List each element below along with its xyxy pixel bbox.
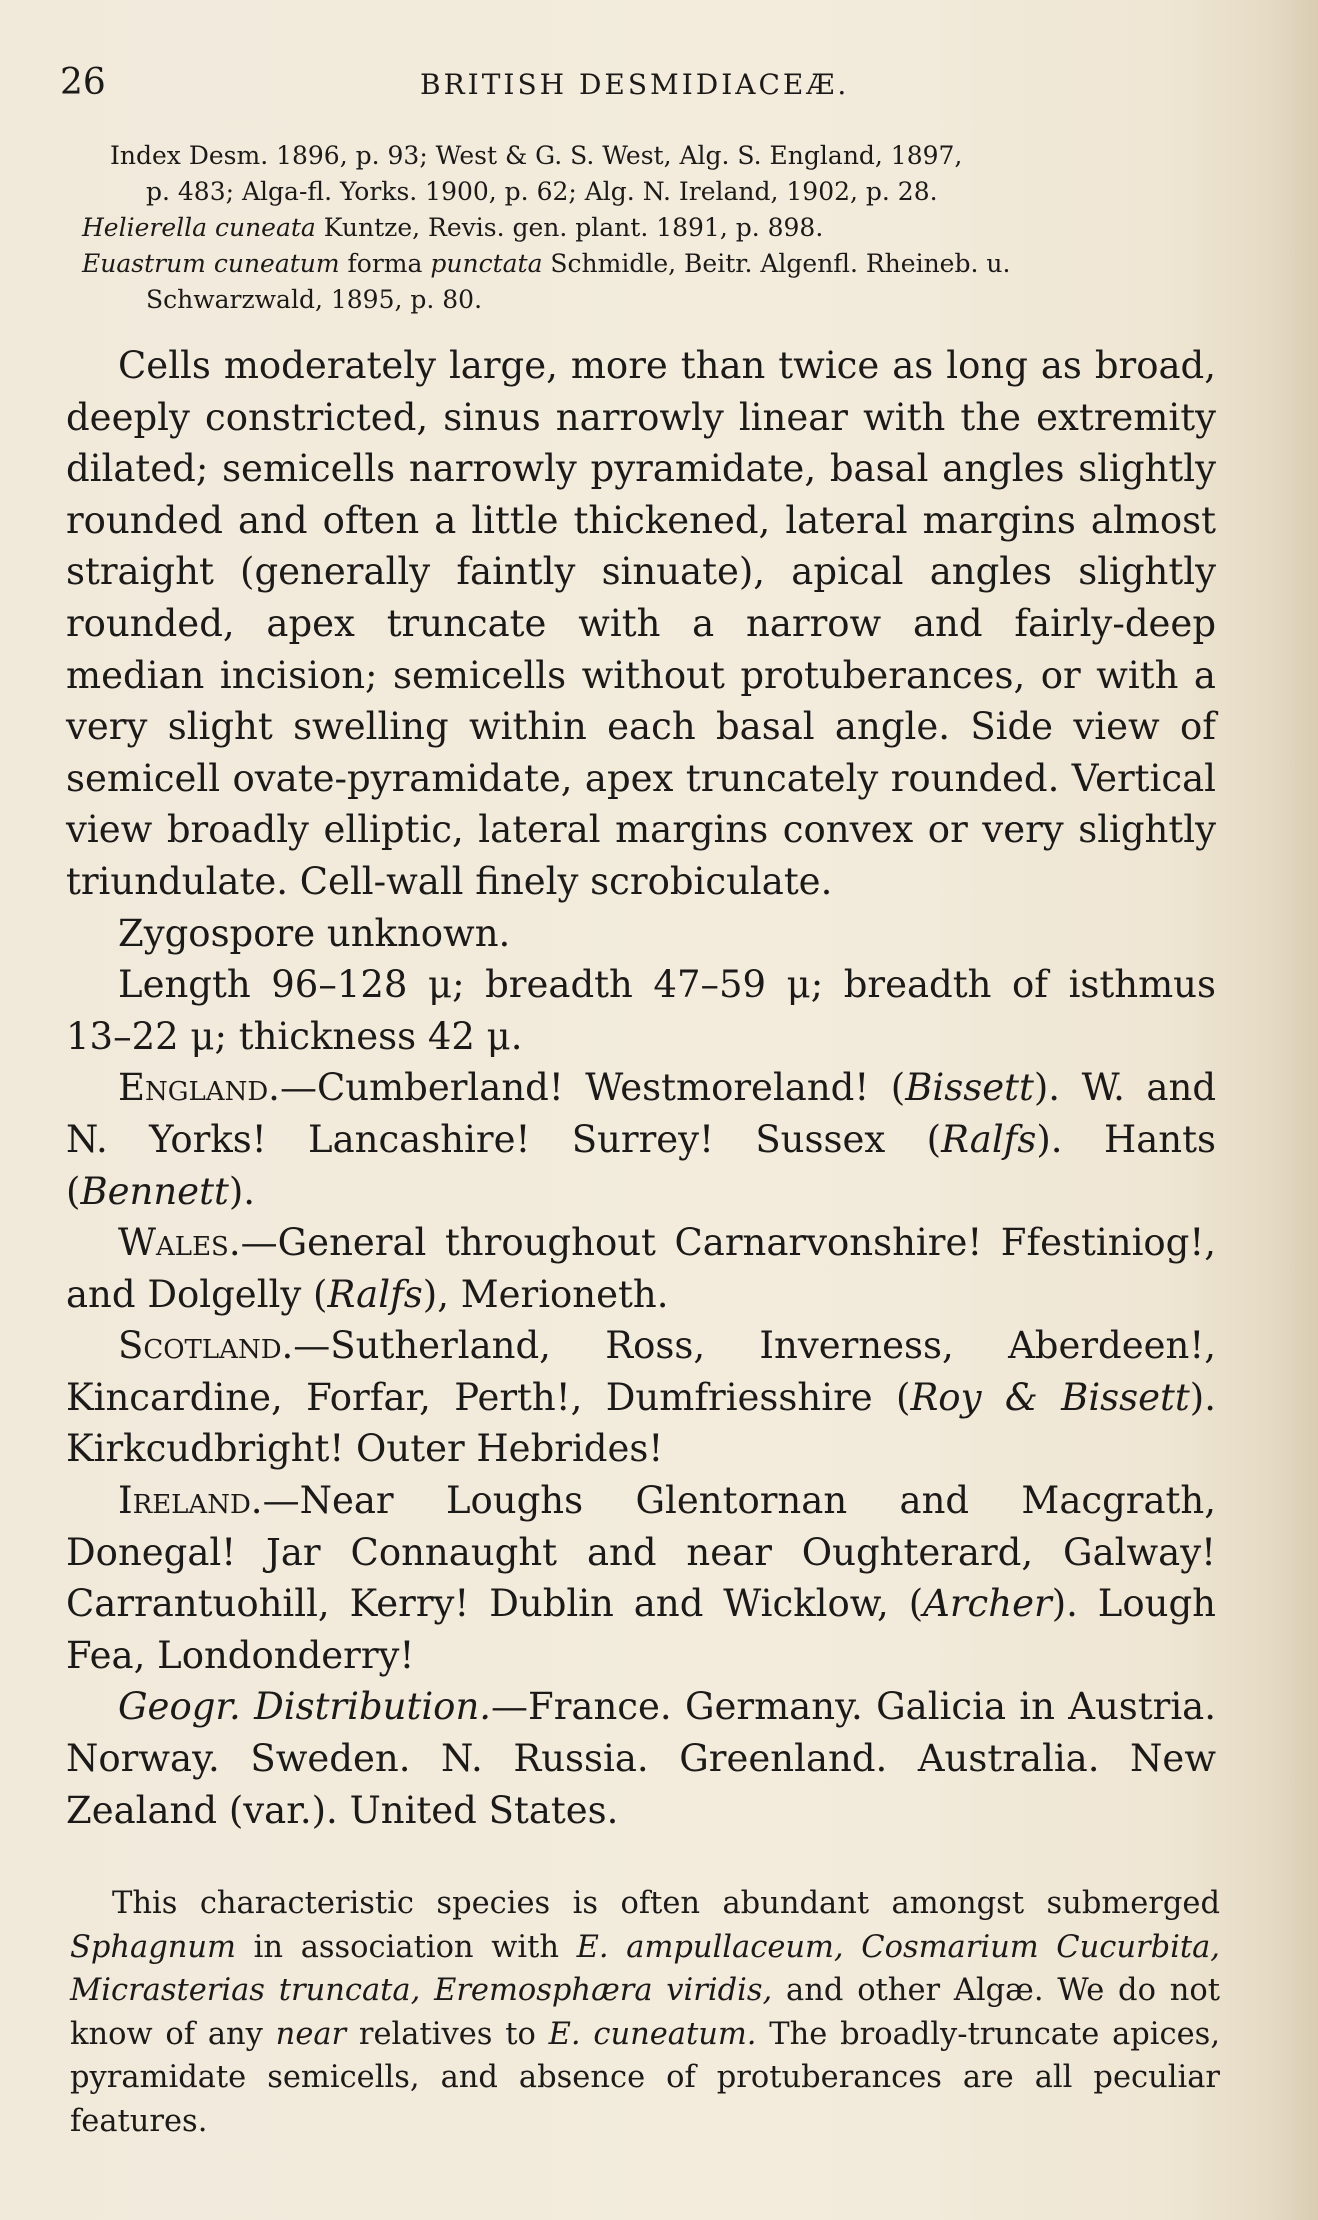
region-text: ). Hants ( [66, 1117, 1216, 1213]
geographic-distribution [66, 1681, 1216, 1836]
region-label: England. [118, 1066, 280, 1110]
region-label: Wales. [118, 1221, 241, 1265]
reference-line: Index Desm. 1896, p. 93; West & G. S. West, Alg. S. England, 1897, [110, 141, 963, 170]
region-text: —Sutherland, Ross, Inverness, Aberdeen!, Kincardine, Forfar, Perth!, Dumfriesshire ( [66, 1324, 1216, 1419]
region-text: ), Merioneth. [422, 1272, 669, 1316]
region-text: —France. Germany. Galicia in Austria. Norway. Sweden. N. Russia. Greenland. Australia. New Zealand (var.). United States. [66, 1685, 1216, 1832]
region-text: ). Kirkcudbright! Outer Hebrides! [66, 1375, 1216, 1471]
region-label: Geogr. Distribution. [118, 1685, 492, 1729]
zygospore-paragraph: Zygospore unknown. [118, 911, 511, 955]
note-paragraph [70, 1882, 1220, 2143]
measurements-paragraph: Length 96–128 μ; breadth 47–59 μ; breadth of isthmus 13–22 μ; thickness 42 μ. [66, 963, 1216, 1058]
remarks-note [70, 1882, 1220, 2143]
collector-name: Ralfs [941, 1117, 1037, 1161]
reference-text: forma [339, 249, 431, 278]
region-text: —Near Loughs Glentornan and Macgrath, Donegal! Jar Connaught and near Oughterard, Galway! Carrantuohill, Kerry! Dublin and Wicklow, ( [66, 1479, 1216, 1626]
distribution-scotland [66, 1320, 1216, 1475]
reference-line: Schwarzwald, 1895, p. 80. [146, 285, 483, 314]
note-text: and other Algæ. We do not know of any [70, 1973, 1220, 2052]
note-text: This characteristic species is often abundant amongst submerged [112, 1886, 1220, 1921]
region-label: Scotland. [118, 1324, 294, 1368]
species-description [66, 340, 1216, 1836]
region-text: —General throughout Carnarvonshire! Ffestiniog!, and Dolgelly ( [66, 1221, 1216, 1316]
taxon-name: Sphagnum [70, 1929, 236, 1965]
taxon-name: Euastrum cuneatum [82, 249, 340, 278]
distribution-england [66, 1062, 1216, 1217]
region-text: ). W. and N. Yorks! Lancashire! Surrey! Sussex ( [66, 1066, 1216, 1161]
note-text: in association with [235, 1929, 577, 1965]
description-paragraph: Cells moderately large, more than twice as long as broad, deeply constricted, sinus narrowly linear with the extremity dilated; semicells narrowly pyramidate, basal angles slightly rounded and often a little thickened, lateral margins almost straight (generally faintly sinuate), apical angles slightly rounded, apex truncate with a narrow and fairly-deep median incision; semicells without protuberances, or with a very slight swelling within each basal angle. Side view of semicell ovate-pyramidate, apex truncately rounded. Vertical view broadly elliptic, lateral margins convex or very slightly triundulate. Cell-wall finely scrobiculate. [66, 344, 1216, 903]
reference-line: p. 483; Alga-fl. Yorks. 1900, p. 62; Alg. N. Ireland, 1902, p. 28. [146, 177, 938, 206]
reference-line [82, 210, 1240, 246]
taxon-name: E. cuneatum. [548, 2016, 757, 2052]
emphasis: near [275, 2016, 347, 2052]
taxon-name: Helierella cuneata [82, 213, 316, 242]
taxon-name: punctata [430, 249, 543, 278]
region-text: ). [228, 1169, 256, 1213]
distribution-wales [66, 1217, 1216, 1320]
collector-name: Roy & Bissett [910, 1375, 1190, 1419]
region-text: —Cumberland! Westmoreland! ( [279, 1066, 906, 1110]
region-label: Ireland. [118, 1479, 263, 1523]
note-text: The broadly-truncate apices, pyramidate semicells, and absence of protuberances are all peculiar features. [70, 2016, 1221, 2139]
distribution-ireland [66, 1475, 1216, 1681]
region-text: ). Lough Fea, Londonderry! [66, 1582, 1216, 1677]
collector-name: Ralfs [327, 1272, 423, 1316]
page-header [60, 62, 1240, 112]
collector-name: Archer [923, 1582, 1052, 1626]
collector-name: Bissett [905, 1066, 1034, 1110]
taxon-name: E. ampullaceum, Cosmarium Cucurbita, Micrasterias truncata, Eremosphæra viridis, [70, 1929, 1220, 2008]
note-text: relatives to [346, 2016, 549, 2052]
running-head: BRITISH DESMIDIACEÆ. [420, 68, 850, 101]
reference-line [82, 246, 1240, 282]
references-block [82, 138, 1240, 318]
reference-text: Schmidle, Beitr. Algenfl. Rheineb. u. [542, 249, 1011, 278]
reference-text: Kuntze, Revis. gen. plant. 1891, p. 898. [315, 213, 824, 242]
page-number: 26 [60, 62, 106, 103]
collector-name: Bennett [80, 1169, 229, 1213]
